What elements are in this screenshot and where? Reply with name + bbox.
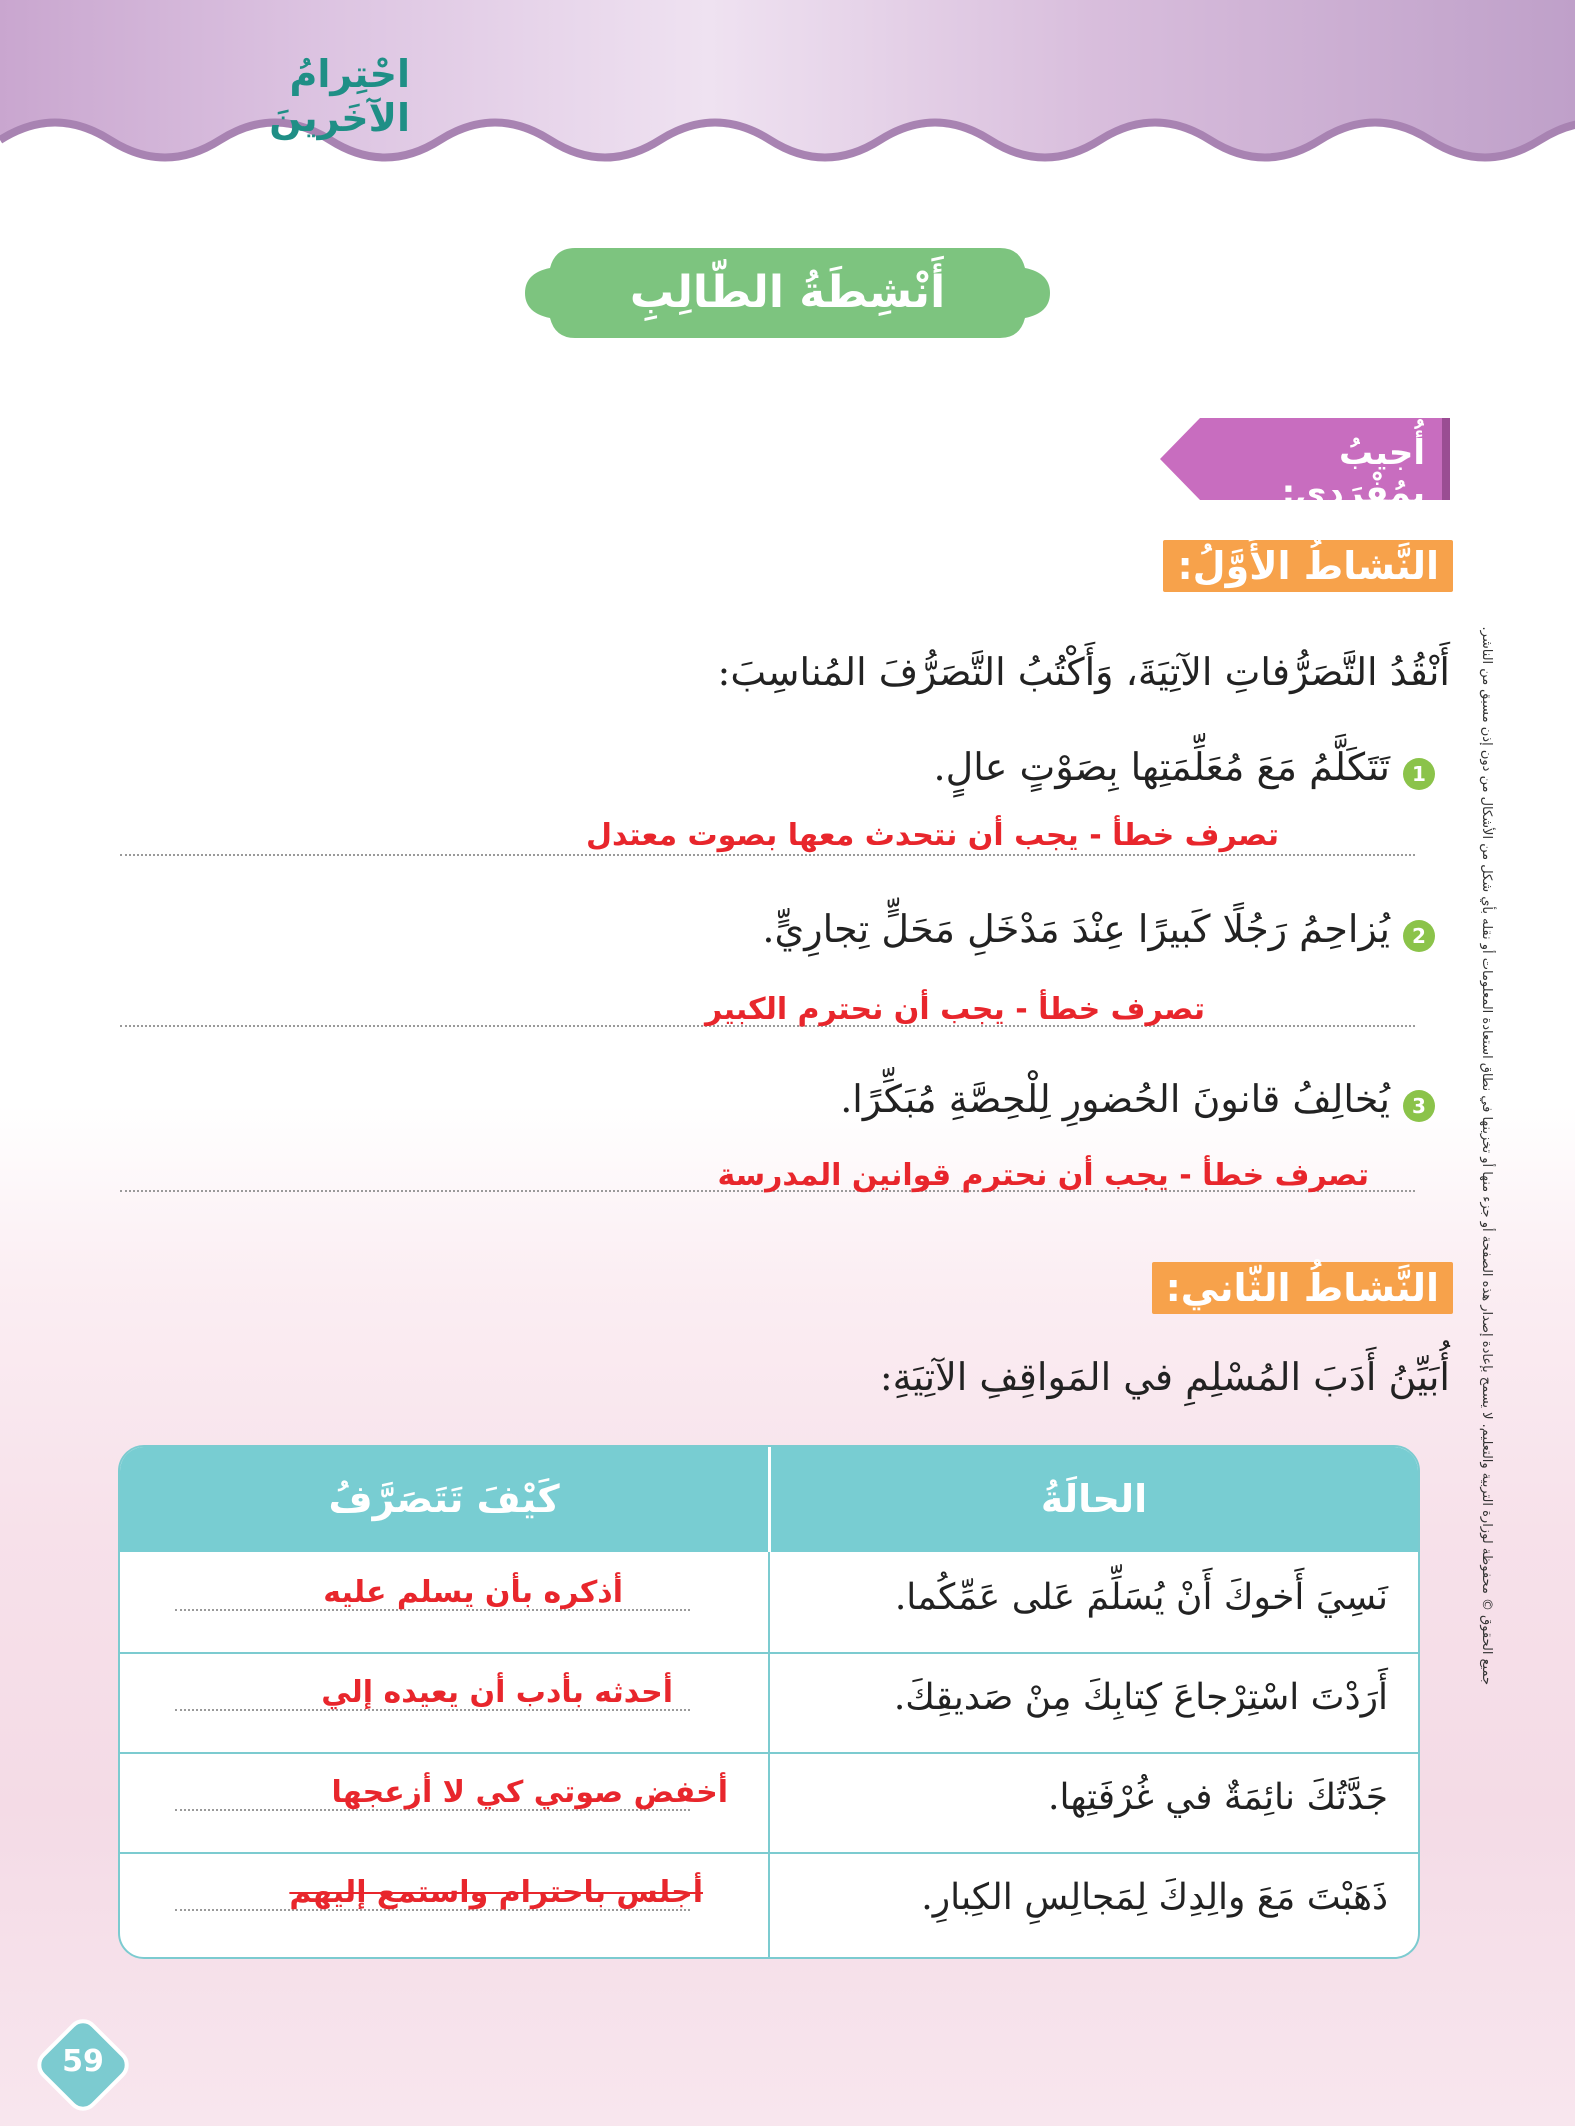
activity-two-instruction: أُبَيِّنُ أَدَبَ المُسْلِمِ في المَواقِفِ الآتِيَةِ: xyxy=(879,1355,1450,1399)
copyright-text: جميع الحقوق © محفوظة لوزارة التربية والتعليم. لا يسمح بإعادة إصدار هذه الصفحة أو جزء منها أو تخزينها في نطاق استعادة المعلومات أو نقله بأي شكل من الأشكال من دون إذن مسبق من الناشر. xyxy=(1479,626,1494,1685)
row-4-action: أجلس باحترام واستمع إليهم xyxy=(289,1875,703,1910)
item-1-text: تَتَكَلَّمُ مَعَ مُعَلِّمَتِها بِصَوْتٍ عالٍ. xyxy=(933,745,1390,789)
item-3-text: يُخالِفُ قانونَ الحُضورِ لِلْحِصَّةِ مُبَكِّرًا. xyxy=(840,1077,1390,1121)
header-action: كَيْفَ تَتَصَرَّفُ xyxy=(328,1477,560,1521)
row-4-situation: ذَهَبْتَ مَعَ والِدِكَ لِمَجالِسِ الكِبارِ. xyxy=(921,1877,1388,1918)
row-1-action: أذكره بأن يسلم عليه xyxy=(323,1575,623,1610)
header-situation: الحالَةُ xyxy=(1040,1477,1148,1521)
item-number-1: 1 xyxy=(1403,758,1435,790)
activity-two-label: النَّشاطُ الثّاني: xyxy=(1152,1262,1453,1314)
activity-one-instruction: أَنْقُدُ التَّصَرُّفاتِ الآتِيَةَ، وَأَكْتُبُ التَّصَرُّفَ المُناسِبَ: xyxy=(717,650,1450,694)
table-header xyxy=(120,1447,1418,1552)
column-divider xyxy=(768,1552,770,1957)
activity-one-label: النَّشاطُ الأَوَّلُ: xyxy=(1163,540,1453,592)
row-2-action: أحدثه بأدب أن يعيده إلي xyxy=(321,1675,673,1710)
row-1-situation: نَسِيَ أَخوكَ أَنْ يُسَلِّمَ عَلى عَمِّكُما. xyxy=(894,1577,1388,1618)
item-number-2: 2 xyxy=(1403,920,1435,952)
row-3-situation: جَدَّتُكَ نائِمَةٌ في غُرْفَتِها. xyxy=(1048,1777,1388,1818)
header-divider xyxy=(768,1447,771,1552)
item-2-text: يُزاحِمُ رَجُلًا كَبيرًا عِنْدَ مَدْخَلِ مَحَلٍّ تِجارِيٍّ. xyxy=(762,907,1390,951)
chapter-title: احْتِرامُ الآخَرينَ xyxy=(269,52,410,140)
manners-table xyxy=(118,1445,1420,1959)
row-divider-3 xyxy=(120,1852,1418,1854)
solo-tab-label: أُجيبُ بِمُفْرَدي: xyxy=(1281,433,1425,513)
copyright-side-note xyxy=(1470,495,1500,1685)
activities-banner-title: أَنْشِطَةُ الطّالِبِ xyxy=(629,267,946,318)
item-3-answer: تصرف خطأ - يجب أن نحترم قوانين المدرسة xyxy=(717,1158,1369,1193)
row-divider-2 xyxy=(120,1752,1418,1754)
answer-line-1 xyxy=(120,854,1415,856)
page-number: 59 xyxy=(62,2044,104,2079)
row-2-situation: أَرَدْتَ اسْتِرْجاعَ كِتابِكَ مِنْ صَديقِكَ. xyxy=(893,1677,1388,1718)
item-number-3: 3 xyxy=(1403,1090,1435,1122)
item-2-answer: تصرف خطأ - يجب أن نحترم الكبير xyxy=(704,992,1205,1027)
row-3-action: أخفض صوتي كي لا أزعجها xyxy=(331,1775,728,1810)
item-1-answer: تصرف خطأ - يجب أن نتحدث معها بصوت معتدل xyxy=(585,818,1279,853)
row-divider-1 xyxy=(120,1652,1418,1654)
